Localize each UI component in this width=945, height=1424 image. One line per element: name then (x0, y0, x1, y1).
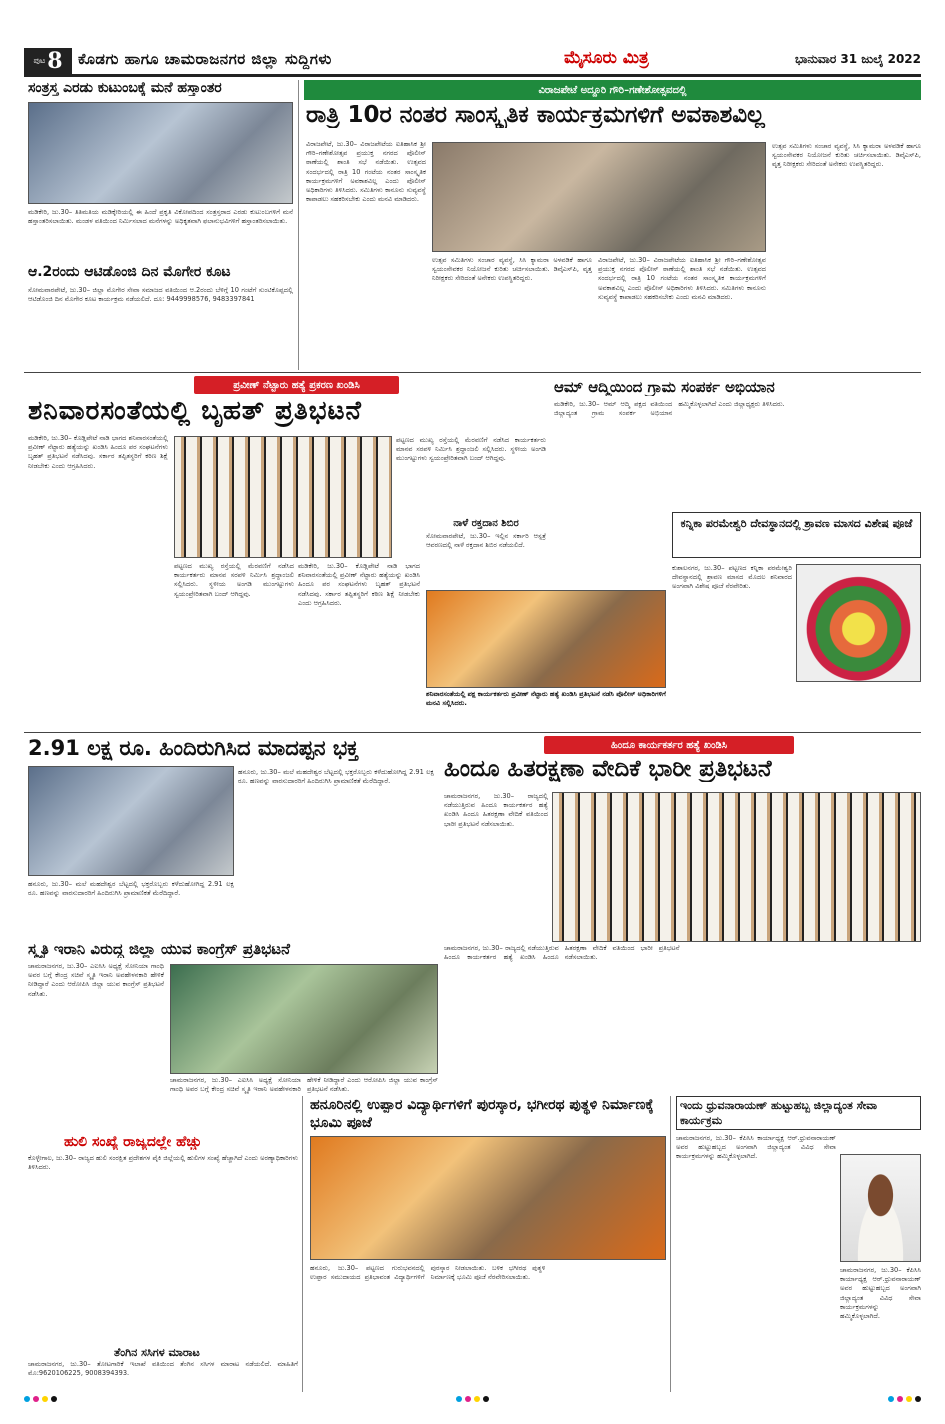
story-virajpet-headline: ರಾತ್ರಿ 10ರ ನಂತರ ಸಾಂಸ್ಕೃತಿಕ ಕಾರ್ಯಕ್ರಮಗಳಿಗೆ ಅವಕಾಶವಿಲ್ಲ (306, 102, 765, 128)
edition-date: ಭಾನುವಾರ 31 ಜುಲೈ 2022 (795, 52, 921, 66)
registration-dot-black (51, 1396, 57, 1402)
story-tiger-body: ಕೊಳ್ಳೇಗಾಲ, ಜು.30– ರಾಜ್ಯದ ಹುಲಿ ಸಂರಕ್ಷಿತ ಪ್ರದೇಶಗಳ ಪೈಕಿ ಜಿಲ್ಲೆಯಲ್ಲಿ ಹುಲಿಗಳ ಸಂಖ್ಯೆ ಹೆಚ್ಚಾಗಿದೆ ಎಂದು ಅರಣ್ಯಾಧಿಕಾರಿಗಳು ತಿಳಿಸಿದರು. (28, 1154, 298, 1172)
story-virajpet-body: ವಿರಾಜಪೇಟೆ, ಜು.30– ವಿರಾಜಪೇಟೆಯ ಐತಿಹಾಸಿಕ ಶ್ರೀ ಗೌರಿ–ಗಣೇಶೋತ್ಸವ ಪ್ರಯುಕ್ತ ನಗರದ ಪೊಲೀಸ್ ಠಾಣೆಯಲ್ಲಿ ಶಾಂತಿ ಸಭೆ ನಡೆಯಿತು. ಉತ್ಸವದ ಸಂದರ್ಭದಲ್ಲಿ ರಾತ್ರಿ 10 ಗಂಟೆಯ ನಂತರ ಸಾಂಸ್ಕೃತಿಕ ಕಾರ್ಯಕ್ರಮಗಳಿಗೆ ಅವಕಾಶವಿಲ್ಲ ಎಂದು ಪೊಲೀಸ್ ಅಧಿಕಾರಿಗಳು ತಿಳಿಸಿದರು. ಸಮಿತಿಗಳು ಕಾನೂನು ಸುವ್ಯವಸ್ಥೆ ಕಾಪಾಡಲು ಸಹಕರಿಸಬೇಕು ಎಂದು ಮನವಿ ಮಾಡಿದರು. (306, 140, 426, 204)
registration-group-center (456, 1396, 489, 1404)
story-dhruva-headline: ಇಂದು ಧ್ರುವನಾರಾಯಣ್ ಹುಟ್ಟುಹಬ್ಬ ಜಿಲ್ಲಾದ್ಯಂತ ಸೇವಾ ಕಾರ್ಯಕ್ರಮ (680, 1099, 878, 1127)
story-protest-body-2: ಪಟ್ಟಣದ ಮುಖ್ಯ ರಸ್ತೆಯಲ್ಲಿ ಮೆರವಣಿಗೆ ನಡೆಸಿದ ಕಾರ್ಯಕರ್ತರು ಮಾನವ ಸರಪಳಿ ನಿರ್ಮಿಸಿ ಶ್ರದ್ಧಾಂಜಲಿ ಸಲ್ಲಿಸಿದರು. ಸ್ಥಳೀಯ ಅಂಗಡಿ ಮುಂಗಟ್ಟುಗಳು ಸ್ವಯಂಪ್ರೇರಿತವಾಗಿ ಬಂದ್ ಆಗಿದ್ದವು. (174, 562, 294, 598)
story-aap-headline: ಆಮ್ ಆದ್ಮಿಯಿಂದ ಗ್ರಾಮ ಸಂಪರ್ಕ ಅಭಿಯಾನ (554, 378, 775, 396)
column-divider-2 (302, 1096, 303, 1392)
print-registration-marks (24, 1396, 921, 1404)
story-smriti-body: ಚಾಮರಾಜನಗರ, ಜು.30– ಎಐಸಿಸಿ ಅಧ್ಯಕ್ಷೆ ಸೋನಿಯಾ ಗಾಂಧಿ ಅವರ ಬಗ್ಗೆ ಕೇಂದ್ರ ಸಚಿವೆ ಸ್ಮೃತಿ ಇರಾನಿ ಅವಹೇಳನಕಾರಿ ಹೇಳಿಕೆ ನೀಡಿದ್ದಾರೆ ಎಂದು ಆರೋಪಿಸಿ ಜಿಲ್ಲಾ ಯುವ ಕಾಂಗ್ರೆಸ್ ಪ್ರತಿಭಟನೆ ನಡೆಸಿತು. (28, 962, 164, 998)
newspaper-page (24, 24, 921, 1400)
story-virajpet-body-4: ಉತ್ಸವ ಸಮಿತಿಗಳು ಸಂಚಾರ ವ್ಯವಸ್ಥೆ, ಸಿಸಿ ಕ್ಯಾಮರಾ ಅಳವಡಿಕೆ ಹಾಗೂ ಸ್ವಯಂಸೇವಕರ ನಿಯೋಜನೆ ಕುರಿತು ಚರ್ಚಿಸಲಾಯಿತು. ಡಿವೈಎಸ್‌ಪಿ, ವೃತ್ತ ನಿರೀಕ್ಷಕರು ಸೇರಿದಂತೆ ಅನೇಕರು ಉಪಸ್ಥಿತರಿದ್ದರು. (772, 142, 921, 169)
story-madappa-headline: 2.91 ಲಕ್ಷ ರೂ. ಹಿಂದಿರುಗಿಸಿದ ಮಾದಪ್ಪನ ಭಕ್ತ (28, 736, 359, 760)
story-hindu-kicker: ಹಿಂದೂ ಕಾರ್ಯಕರ್ತರ ಹತ್ಯೆ ಖಂಡಿಸಿ (544, 736, 794, 754)
registration-dot-cyan (24, 1396, 30, 1402)
registration-dot-black (483, 1396, 489, 1402)
story-dhruva-portrait (840, 1154, 921, 1262)
story-protest-headline: ಶನಿವಾರಸಂತೆಯಲ್ಲಿ ಬೃಹತ್ ಪ್ರತಿಭಟನೆ (28, 396, 362, 426)
story-dhruva-body-2: ಚಾಮರಾಜನಗರ, ಜು.30– ಕೆಪಿಸಿಸಿ ಕಾರ್ಯಾಧ್ಯಕ್ಷ ಆರ್.ಧ್ರುವನಾರಾಯಣ್ ಅವರ ಹುಟ್ಟುಹಬ್ಬದ ಅಂಗವಾಗಿ ಜಿಲ್ಲಾದ್ಯಂತ ವಿವಿಧ ಸೇವಾ ಕಾರ್ಯಕ್ರಮಗಳನ್ನು ಹಮ್ಮಿಕೊಳ್ಳಲಾಗಿದೆ. (840, 1266, 921, 1321)
story-protest-body-4: ಪಟ್ಟಣದ ಮುಖ್ಯ ರಸ್ತೆಯಲ್ಲಿ ಮೆರವಣಿಗೆ ನಡೆಸಿದ ಕಾರ್ಯಕರ್ತರು ಮಾನವ ಸರಪಳಿ ನಿರ್ಮಿಸಿ ಶ್ರದ್ಧಾಂಜಲಿ ಸಲ್ಲಿಸಿದರು. ಸ್ಥಳೀಯ ಅಂಗಡಿ ಮುಂಗಟ್ಟುಗಳು ಸ್ವಯಂಪ್ರೇರಿತವಾಗಿ ಬಂದ್ ಆಗಿದ್ದವು. (396, 436, 546, 463)
story-protest-photo-2 (426, 590, 666, 688)
story-kanyaka-photo (796, 564, 921, 682)
masthead (24, 48, 921, 74)
registration-dot-cyan (888, 1396, 894, 1402)
story-smriti-headline: ಸ್ಮೃತಿ ಇರಾನಿ ವಿರುದ್ಧ ಜಿಲ್ಲಾ ಯುವ ಕಾಂಗ್ರೆಸ್ ಪ್ರತಿಭಟನೆ (28, 940, 291, 958)
story-day-body: ಸೋಮವಾರಪೇಟೆ, ಜು.30– ಜಿಲ್ಲಾ ಮೊಗೇರ ಸೇವಾ ಸಮಾಜದ ವತಿಯಿಂದ ಆ.2ರಂದು ಬೆಳಿಗ್ಗೆ 10 ಗಂಟೆಗೆ ಸುಂಟಿಕೊಪ್ಪದಲ್ಲಿ ಆಟಿಡೊಂಜಿ ದಿನ ಮೊಗೇರ ಕೂಟ ಕಾರ್ಯಕ್ರಮ ನಡೆಯಲಿದೆ. ದೂ: 9449998576, 9483397841 (28, 286, 293, 304)
page-number-box (24, 48, 72, 74)
story-protest-body: ಮಡಿಕೇರಿ, ಜು.30– ಕೊಡ್ಲಿಪೇಟೆ ನಾಡಿ ಭಾಗದ ಶನಿವಾರಸಂತೆಯಲ್ಲಿ ಪ್ರವೀಣ್ ನೆಟ್ಟಾರು ಹತ್ಯೆಯನ್ನು ಖಂಡಿಸಿ ಹಿಂದೂ ಪರ ಸಂಘಟನೆಗಳು ಬೃಹತ್ ಪ್ರತಿಭಟನೆ ನಡೆಸಿದವು. ಸರ್ಕಾರ ತಪ್ಪಿತಸ್ಥರಿಗೆ ಕಠಿಣ ಶಿಕ್ಷೆ ನೀಡಬೇಕು ಎಂದು ಆಗ್ರಹಿಸಿದರು. (28, 434, 168, 470)
story-tiger-headline: ಹುಲಿ ಸಂಖ್ಯೆ ರಾಜ್ಯದಲ್ಲೇ ಹೆಚ್ಚು (64, 1134, 202, 1150)
page-label: ಪುಟ (33, 56, 46, 65)
story-hanur-headline: ಹನೂರಿನಲ್ಲಿ ಉಪ್ಪಾರ ವಿದ್ಯಾರ್ಥಿಗಳಿಗೆ ಪುರಸ್ಕಾರ, ಭಗೀರಥ ಪುತ್ಥಳಿ ನಿರ್ಮಾಣಕ್ಕೆ ಭೂಮಿ ಪೂಜೆ (310, 1097, 654, 1131)
section-rule (24, 372, 921, 373)
story-hindu-photo (552, 792, 921, 942)
story-coconut-headline: ತೆಂಗಿನ ಸಸಿಗಳ ಮಾರಾಟ (114, 1346, 200, 1359)
masthead-rule (24, 74, 921, 77)
story-aap-body: ಮಡಿಕೇರಿ, ಜು.30– ಆಮ್ ಆದ್ಮಿ ಪಕ್ಷದ ವತಿಯಿಂದ ಜಿಲ್ಲಾದ್ಯಂತ ಗ್ರಾಮ ಸಂಪರ್ಕ ಅಭಿಯಾನ ಹಮ್ಮಿಕೊಳ್ಳಲಾಗಿದೆ ಎಂದು ಜಿಲ್ಲಾಧ್ಯಕ್ಷರು ತಿಳಿಸಿದರು. (554, 400, 785, 418)
story-hindu-body: ಚಾಮರಾಜನಗರ, ಜು.30– ರಾಜ್ಯದಲ್ಲಿ ನಡೆಯುತ್ತಿರುವ ಹಿಂದೂ ಕಾರ್ಯಕರ್ತರ ಹತ್ಯೆ ಖಂಡಿಸಿ ಹಿಂದೂ ಹಿತರಕ್ಷಣಾ ವೇದಿಕೆ ವತಿಯಿಂದ ಭಾರೀ ಪ್ರತಿಭಟನೆ ನಡೆಸಲಾಯಿತು. (444, 792, 548, 828)
story-protest-kicker: ಪ್ರವೀಣ್ ನೆಟ್ಟಾರು ಹತ್ಯೆ ಪ್ರಕರಣ ಖಂಡಿಸಿ (194, 376, 399, 394)
story-virajpet-body-3: ವಿರಾಜಪೇಟೆ, ಜು.30– ವಿರಾಜಪೇಟೆಯ ಐತಿಹಾಸಿಕ ಶ್ರೀ ಗೌರಿ–ಗಣೇಶೋತ್ಸವ ಪ್ರಯುಕ್ತ ನಗರದ ಪೊಲೀಸ್ ಠಾಣೆಯಲ್ಲಿ ಶಾಂತಿ ಸಭೆ ನಡೆಯಿತು. ಉತ್ಸವದ ಸಂದರ್ಭದಲ್ಲಿ ರಾತ್ರಿ 10 ಗಂಟೆಯ ನಂತರ ಸಾಂಸ್ಕೃತಿಕ ಕಾರ್ಯಕ್ರಮಗಳಿಗೆ ಅವಕಾಶವಿಲ್ಲ ಎಂದು ಪೊಲೀಸ್ ಅಧಿಕಾರಿಗಳು ತಿಳಿಸಿದರು. ಸಮಿತಿಗಳು ಕಾನೂನು ಸುವ್ಯವಸ್ಥೆ ಕಾಪಾಡಲು ಸಹಕರಿಸಬೇಕು ಎಂದು ಮನವಿ ಮಾಡಿದರು. (598, 256, 766, 301)
registration-dot-black (915, 1396, 921, 1402)
section-rule-2 (24, 732, 921, 733)
story-madappa-body-2: ಹನೂರು, ಜು.30– ಮಲೆ ಮಹದೇಶ್ವರ ಬೆಟ್ಟದಲ್ಲಿ ಭಕ್ತರೊಬ್ಬರು ಕಳೆದುಹೋಗಿದ್ದ 2.91 ಲಕ್ಷ ರೂ. ಹಣವನ್ನು ವಾರಸುದಾರರಿಗೆ ಹಿಂದಿರುಗಿಸಿ ಪ್ರಾಮಾಣಿಕತೆ ಮೆರೆದಿದ್ದಾರೆ. (28, 880, 234, 898)
story-hindu-body-2: ಚಾಮರಾಜನಗರ, ಜು.30– ರಾಜ್ಯದಲ್ಲಿ ನಡೆಯುತ್ತಿರುವ ಹಿಂದೂ ಕಾರ್ಯಕರ್ತರ ಹತ್ಯೆ ಖಂಡಿಸಿ ಹಿಂದೂ ಹಿತರಕ್ಷಣಾ ವೇದಿಕೆ ವತಿಯಿಂದ ಭಾರೀ ಪ್ರತಿಭಟನೆ ನಡೆಸಲಾಯಿತು. (444, 944, 680, 962)
registration-dot-yellow (474, 1396, 480, 1402)
registration-dot-magenta (897, 1396, 903, 1402)
registration-dot-cyan (456, 1396, 462, 1402)
story-blood-body: ಸೋಮವಾರಪೇಟೆ, ಜು.30– ಇಲ್ಲಿನ ಸರ್ಕಾರಿ ಆಸ್ಪತ್ರೆ ಆವರಣದಲ್ಲಿ ನಾಳೆ ರಕ್ತದಾನ ಶಿಬಿರ ನಡೆಯಲಿದೆ. (426, 532, 546, 550)
story-madappa-body: ಹನೂರು, ಜು.30– ಮಲೆ ಮಹದೇಶ್ವರ ಬೆಟ್ಟದಲ್ಲಿ ಭಕ್ತರೊಬ್ಬರು ಕಳೆದುಹೋಗಿದ್ದ 2.91 ಲಕ್ಷ ರೂ. ಹಣವನ್ನು ವಾರಸುದಾರರಿಗೆ ಹಿಂದಿರುಗಿಸಿ ಪ್ರಾಮಾಣಿಕತೆ ಮೆರೆದಿದ್ದಾರೆ. (238, 768, 434, 786)
story-madappa-photo (28, 766, 234, 876)
story-dhruva-body: ಚಾಮರಾಜನಗರ, ಜು.30– ಕೆಪಿಸಿಸಿ ಕಾರ್ಯಾಧ್ಯಕ್ಷ ಆರ್.ಧ್ರುವನಾರಾಯಣ್ ಅವರ ಹುಟ್ಟುಹಬ್ಬದ ಅಂಗವಾಗಿ ಜಿಲ್ಲಾದ್ಯಂತ ವಿವಿಧ ಸೇವಾ ಕಾರ್ಯಕ್ರಮಗಳನ್ನು ಹಮ್ಮಿಕೊಳ್ಳಲಾಗಿದೆ. (676, 1134, 836, 1161)
story-smriti-photo (170, 964, 438, 1074)
story-virajpet-kicker: ವಿರಾಜಪೇಟೆ ಅದ್ದೂರಿ ಗೌರಿ–ಗಣೇಶೋತ್ಸವದಲ್ಲಿ (304, 80, 921, 100)
page-number: 8 (47, 48, 63, 74)
registration-dot-magenta (33, 1396, 39, 1402)
registration-group-right (888, 1396, 921, 1404)
column-divider (298, 80, 299, 370)
story-day-headline: ಆ.2ರಂದು ಆಟಿಡೊಂಜಿ ದಿನ ಮೊಗೇರ ಕೂಟ (28, 264, 231, 280)
story-hanur-photo (310, 1136, 666, 1260)
story-blood-headline: ನಾಳೆ ರಕ್ತದಾನ ಶಿಬಿರ (453, 518, 519, 529)
registration-group-left (24, 1396, 57, 1404)
registration-dot-yellow (906, 1396, 912, 1402)
column-divider-3 (670, 1096, 671, 1392)
story-coconut-body: ಚಾಮರಾಜನಗರ, ಜು.30– ತೋಟಗಾರಿಕೆ ಇಲಾಖೆ ವತಿಯಿಂದ ತೆಂಗಿನ ಸಸಿಗಳ ಮಾರಾಟ ನಡೆಯಲಿದೆ. ಮಾಹಿತಿಗೆ ಮೊ:9620106225, 9008394393. (28, 1360, 298, 1378)
story-hindu-headline: ಹಿಂದೂ ಹಿತರಕ್ಷಣಾ ವೇದಿಕೆ ಭಾರೀ ಪ್ರತಿಭಟನೆ (444, 756, 772, 782)
story-hanur-body: ಹನೂರು, ಜು.30– ಪಟ್ಟಣದ ಗುರುಭವನದಲ್ಲಿ ಉಪ್ಪಾರ ಸಮುದಾಯದ ಪ್ರತಿಭಾವಂತ ವಿದ್ಯಾರ್ಥಿಗಳಿಗೆ ಪುರಸ್ಕಾರ ನೀಡಲಾಯಿತು. ಬಳಿಕ ಭಗೀರಥ ಪುತ್ಥಳಿ ನಿರ್ಮಾಣಕ್ಕೆ ಭೂಮಿ ಪೂಜೆ ನೆರವೇರಿಸಲಾಯಿತು. (310, 1264, 546, 1282)
story-kanyaka-headline: ಕನ್ನಿಕಾ ಪರಮೇಶ್ವರಿ ದೇವಸ್ಥಾನದಲ್ಲಿ ಶ್ರಾವಣ ಮಾಸದ ವಿಶೇಷ ಪೂಜೆ (680, 517, 913, 530)
brand-logo: ಮೈಸೂರು ಮಿತ್ರ (564, 48, 649, 68)
registration-dot-magenta (465, 1396, 471, 1402)
story-protest-body-3: ಮಡಿಕೇರಿ, ಜು.30– ಕೊಡ್ಲಿಪೇಟೆ ನಾಡಿ ಭಾಗದ ಶನಿವಾರಸಂತೆಯಲ್ಲಿ ಪ್ರವೀಣ್ ನೆಟ್ಟಾರು ಹತ್ಯೆಯನ್ನು ಖಂಡಿಸಿ ಹಿಂದೂ ಪರ ಸಂಘಟನೆಗಳು ಬೃಹತ್ ಪ್ರತಿಭಟನೆ ನಡೆಸಿದವು. ಸರ್ಕಾರ ತಪ್ಪಿತಸ್ಥರಿಗೆ ಕಠಿಣ ಶಿಕ್ಷೆ ನೀಡಬೇಕು ಎಂದು ಆಗ್ರಹಿಸಿದರು. (298, 562, 420, 607)
story-house-photo (28, 102, 293, 204)
story-virajpet-body-2: ಉತ್ಸವ ಸಮಿತಿಗಳು ಸಂಚಾರ ವ್ಯವಸ್ಥೆ, ಸಿಸಿ ಕ್ಯಾಮರಾ ಅಳವಡಿಕೆ ಹಾಗೂ ಸ್ವಯಂಸೇವಕರ ನಿಯೋಜನೆ ಕುರಿತು ಚರ್ಚಿಸಲಾಯಿತು. ಡಿವೈಎಸ್‌ಪಿ, ವೃತ್ತ ನಿರೀಕ್ಷಕರು ಸೇರಿದಂತೆ ಅನೇಕರು ಉಪಸ್ಥಿತರಿದ್ದರು. (432, 256, 592, 283)
story-house-body: ಮಡಿಕೇರಿ, ಜು.30– ತಿತಿಮತಿಯ ಮಡಿಕ್ಕೇರಿಯಲ್ಲಿ ಈ ಹಿಂದೆ ಪ್ರಕೃತಿ ವಿಕೋಪದಿಂದ ಸಂತ್ರಸ್ತರಾದ ಎರಡು ಕುಟುಂಬಗಳಿಗೆ ಮನೆ ಹಸ್ತಾಂತರಿಸಲಾಯಿತು. ಮಂಡಳ ವತಿಯಿಂದ ನಿರ್ಮಿಸಲಾದ ಮನೆಗಳನ್ನು ಅಧಿಕೃತವಾಗಿ ಫಲಾನುಭವಿಗಳಿಗೆ ಹಸ್ತಾಂತರಿಸಲಾಯಿತು. (28, 208, 293, 226)
story-smriti-body-2: ಚಾಮರಾಜನಗರ, ಜು.30– ಎಐಸಿಸಿ ಅಧ್ಯಕ್ಷೆ ಸೋನಿಯಾ ಗಾಂಧಿ ಅವರ ಬಗ್ಗೆ ಕೇಂದ್ರ ಸಚಿವೆ ಸ್ಮೃತಿ ಇರಾನಿ ಅವಹೇಳನಕಾರಿ ಹೇಳಿಕೆ ನೀಡಿದ್ದಾರೆ ಎಂದು ಆರೋಪಿಸಿ ಜಿಲ್ಲಾ ಯುವ ಕಾಂಗ್ರೆಸ್ ಪ್ರತಿಭಟನೆ ನಡೆಸಿತು. (170, 1076, 438, 1094)
story-protest-photo-1 (174, 436, 392, 558)
story-house-headline: ಸಂತ್ರಸ್ತ ಎರಡು ಕುಟುಂಬಕ್ಕೆ ಮನೆ ಹಸ್ತಾಂತರ (28, 80, 222, 96)
section-title: ಕೊಡಗು ಹಾಗೂ ಚಾಮರಾಜನಗರ ಜಿಲ್ಲಾ ಸುದ್ದಿಗಳು (78, 50, 332, 68)
story-virajpet-photo (432, 142, 766, 252)
story-kanyaka-body: ಕುಶಾಲನಗರ, ಜು.30– ಪಟ್ಟಣದ ಕನ್ನಿಕಾ ಪರಮೇಶ್ವರಿ ದೇವಸ್ಥಾನದಲ್ಲಿ ಶ್ರಾವಣ ಮಾಸದ ಮೊದಲ ಶನಿವಾರದ ಅಂಗವಾಗಿ ವಿಶೇಷ ಪೂಜೆ ನೆರವೇರಿತು. (672, 564, 792, 591)
story-protest-caption: ಶನಿವಾರಸಂತೆಯಲ್ಲಿ ಪಕ್ಷ ಕಾರ್ಯಕರ್ತರು ಪ್ರವೀಣ್ ನೆಟ್ಟಾರು ಹತ್ಯೆ ಖಂಡಿಸಿ ಪ್ರತಿಭಟನೆ ನಡೆಸಿ ಪೊಲೀಸ್ ಅಧಿಕಾರಿಗಳಿಗೆ ಮನವಿ ಸಲ್ಲಿಸಿದರು. (426, 690, 666, 708)
registration-dot-yellow (42, 1396, 48, 1402)
